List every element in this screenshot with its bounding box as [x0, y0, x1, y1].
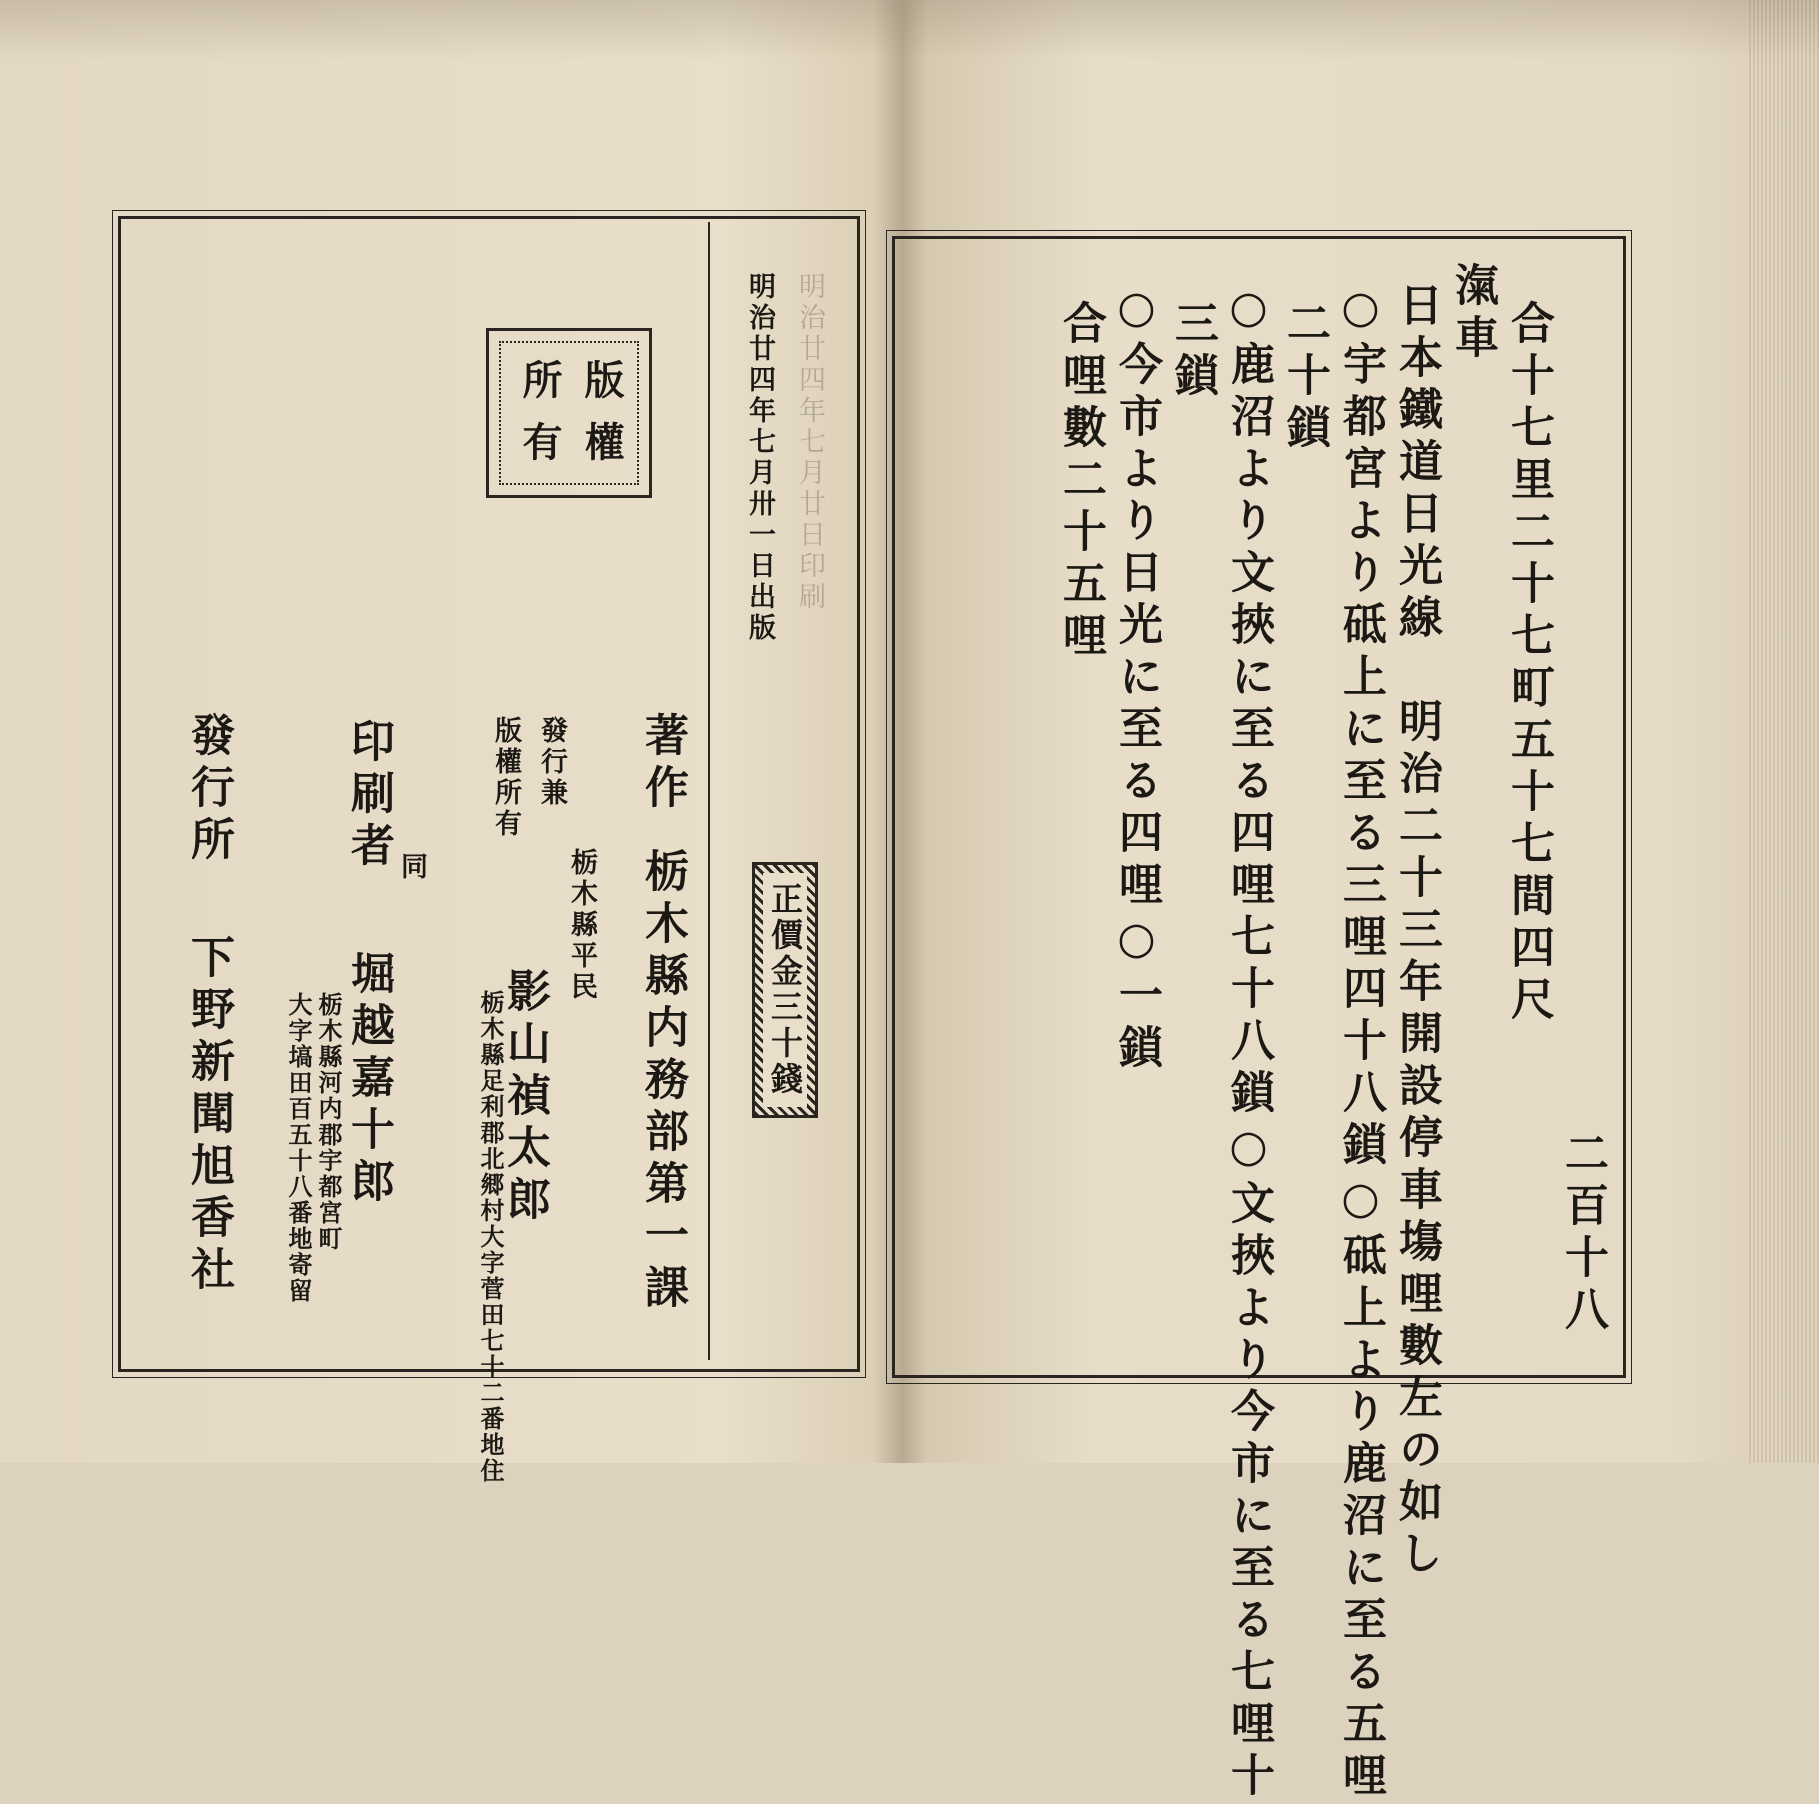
printer-address-1: 栃木縣河内郡宇都宮町	[314, 992, 343, 1252]
right-col-7: 三鎖	[1167, 300, 1218, 404]
price-stamp	[752, 862, 818, 1118]
publisher-role-a: 發行兼	[536, 716, 567, 809]
publisher-address: 栃木縣足利郡北郷村大字菅田七十二番地住	[476, 990, 505, 1484]
price-text: 正價金三十錢	[766, 882, 804, 1098]
right-col-9: 合哩數二十五哩	[1055, 300, 1106, 664]
right-col-1: 合十七里二十七町五十七間四尺	[1503, 300, 1554, 1028]
seal-line-1: 版權	[578, 359, 625, 483]
right-col-2: 滊車	[1447, 262, 1498, 366]
page-number: 二百十八	[1557, 1130, 1608, 1338]
right-col-6: ○鹿沼より文挾に至る四哩七十八鎖○文挾より今市に至る七哩十	[1223, 282, 1274, 1804]
author-role: 著作	[637, 712, 688, 816]
publisher-origin: 栃木縣平民	[566, 848, 597, 1003]
printer-name: 堀越嘉十郎	[343, 950, 394, 1210]
print-date: 明治廿四年七月廿日印刷	[794, 272, 825, 613]
right-col-5: 二十鎖	[1279, 300, 1330, 456]
author-name: 栃木縣内務部第一課	[637, 848, 688, 1316]
printer-same: 同	[396, 852, 427, 883]
printer-address-2: 大字塙田百五十八番地寄留	[284, 992, 313, 1304]
right-col-8: ○今市より日光に至る四哩○一鎖	[1111, 282, 1162, 1076]
copyright-seal	[486, 328, 652, 498]
right-col-4: ○宇都宮より砥上に至る三哩四十八鎖○砥上より鹿沼に至る五哩	[1335, 282, 1386, 1804]
date-divider	[708, 222, 710, 1360]
publisher-name: 影山禎太郎	[499, 968, 550, 1228]
publish-date: 明治廿四年七月卅一日出版	[744, 272, 775, 644]
seal-line-2: 所有	[516, 359, 563, 483]
publisher-role-b: 版權所有	[490, 716, 521, 840]
printer-role: 印刷者	[343, 718, 394, 874]
top-shadow	[0, 0, 1819, 60]
office-name: 下野新聞旭香社	[183, 934, 234, 1298]
office-role: 發行所	[183, 712, 234, 868]
page-edges	[1749, 0, 1819, 1463]
right-col-3: 日本鐵道日光線 明治二十三年開設停車塲哩數左の如し	[1391, 282, 1442, 1582]
